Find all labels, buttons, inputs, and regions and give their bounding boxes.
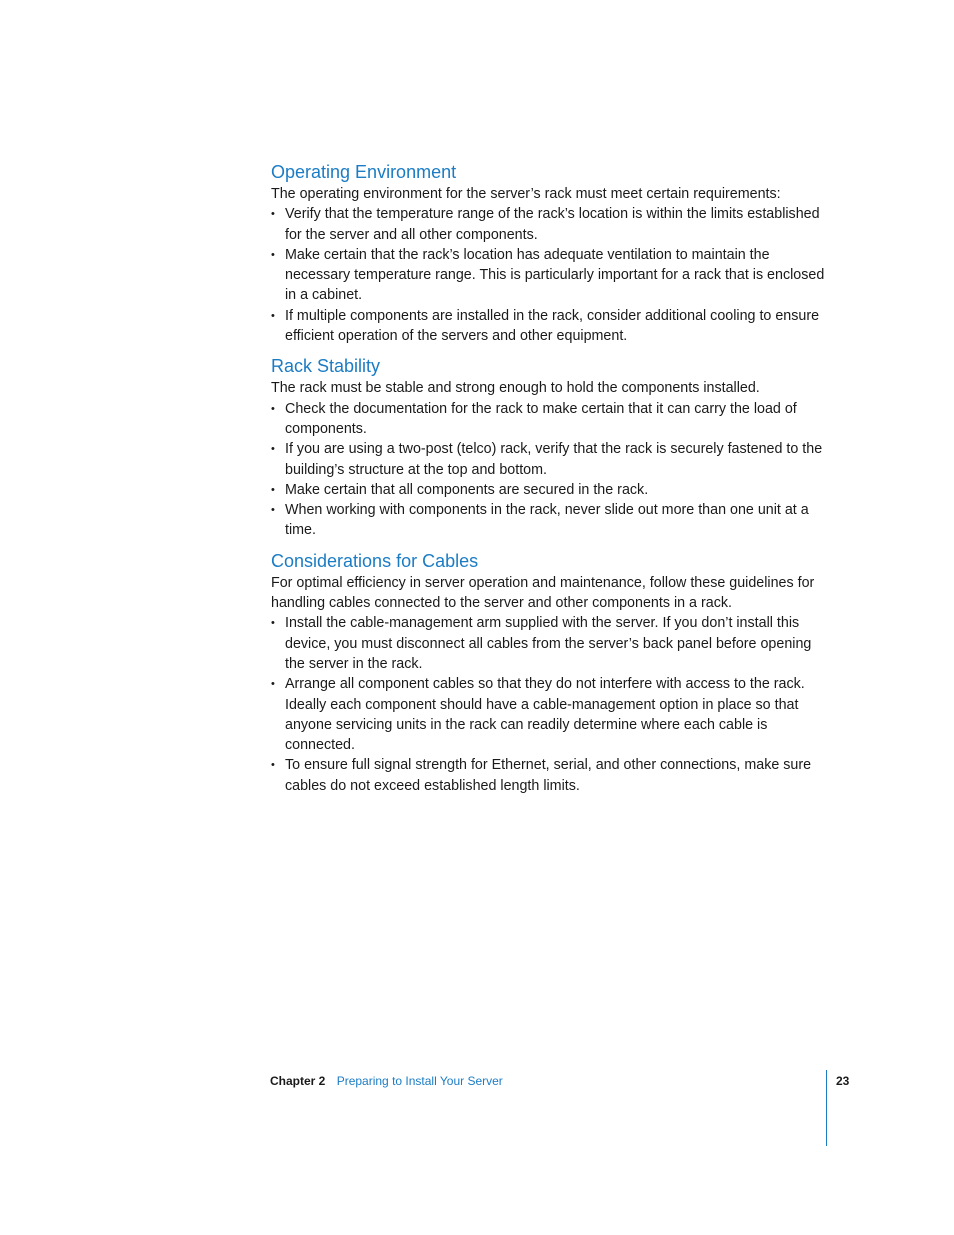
section-rack-stability xyxy=(271,354,827,540)
footer-divider xyxy=(826,1070,827,1146)
page-footer xyxy=(270,1072,850,1092)
list-item: • Check the documentation for the rack to make certain that it can carry the load of components. xyxy=(271,399,827,440)
list-item: • Arrange all component cables so that they do not interfere with access to the rack. Ideally each component should have a cable-management option in place so that anyone servicing units in the rack can readily determine where each cable is connected. xyxy=(271,674,827,755)
section-intro: The rack must be stable and strong enough to hold the components installed. xyxy=(271,380,760,397)
bullet-list xyxy=(271,613,827,796)
list-item: • Install the cable-management arm supplied with the server. If you don’t install this device, you must disconnect all cables from the server’s back panel before opening the server in the rack. xyxy=(271,613,827,674)
section-operating-environment xyxy=(271,160,827,346)
chapter-label: Chapter 2 xyxy=(270,1074,326,1088)
section-intro: The operating environment for the server’s rack must meet certain requirements: xyxy=(271,186,781,202)
section-heading: Rack Stability xyxy=(271,356,381,377)
list-item: • If you are using a two-post (telco) rack, verify that the rack is securely fastened to the building’s structure at the top and bottom. xyxy=(271,439,827,480)
section-heading: Operating Environment xyxy=(271,162,457,182)
page-number: 23 xyxy=(836,1074,850,1088)
section-heading: Considerations for Cables xyxy=(271,550,479,571)
bullet-list xyxy=(271,204,827,346)
list-item: • When working with components in the rack, never slide out more than one unit at a time. xyxy=(271,500,827,541)
chapter-title: Preparing to Install Your Server xyxy=(336,1074,503,1088)
page-content xyxy=(271,160,827,804)
bullet-list xyxy=(271,399,827,541)
list-item: • Make certain that all components are secured in the rack. xyxy=(271,480,827,500)
section-considerations-for-cables xyxy=(271,549,827,796)
section-intro: For optimal efficiency in server operation and maintenance, follow these guidelines for handling cables connected to the server and other components in a rack. xyxy=(271,574,815,612)
list-item: • Make certain that the rack’s location has adequate ventilation to maintain the necessary temperature range. This is particularly important for a rack that is enclosed in a cabinet. xyxy=(271,245,827,306)
list-item: • To ensure full signal strength for Ethernet, serial, and other connections, make sure cables do not exceed established length limits. xyxy=(271,755,827,796)
list-item: • Verify that the temperature range of the rack’s location is within the limits established for the server and all other components. xyxy=(271,204,827,245)
list-item: • If multiple components are installed in the rack, consider additional cooling to ensure efficient operation of the servers and other equipment. xyxy=(271,306,827,347)
